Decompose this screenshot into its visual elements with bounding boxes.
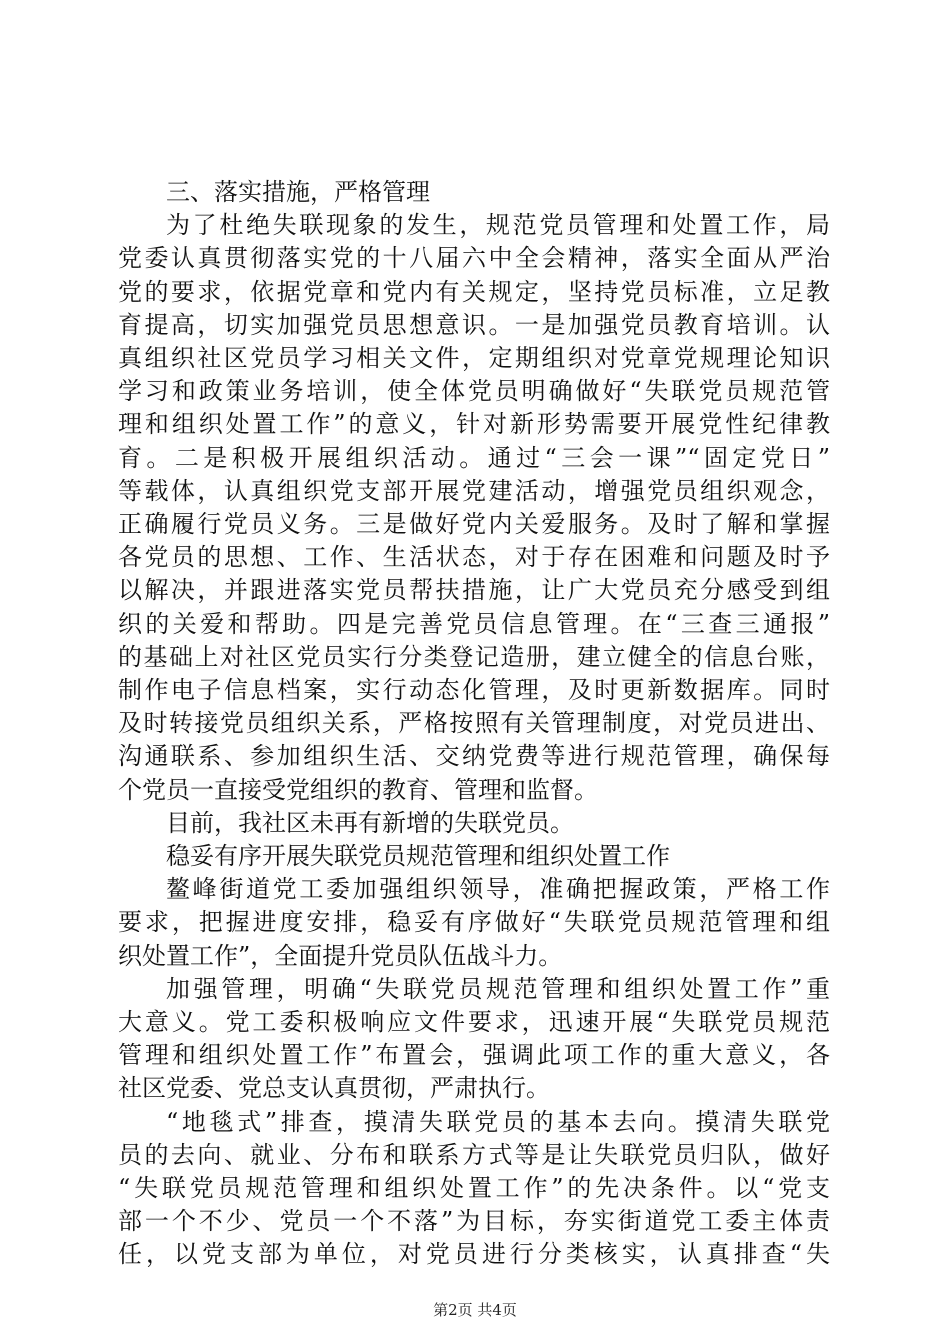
text-line: 理和组织处置工作”的意义，针对新形势需要开展党性纪律教 [118,410,830,438]
text-line: 社区党委、党总支认真贯彻，严肃执行。 [118,1074,550,1102]
text-line: 正确履行党员义务。三是做好党内关爱服务。及时了解和掌握 [118,510,830,538]
text-line: 要求，把握进度安排，稳妥有序做好“失联党员规范管理和组 [118,908,830,936]
text-line: 党的要求，依据党章和党内有关规定，坚持党员标准，立足教 [118,278,830,306]
text-line: “地毯式”排查，摸清失联党员的基本去向。摸清失联党 [166,1108,830,1136]
text-line: 育提高，切实加强党员思想意识。一是加强党员教育培训。认 [118,311,830,339]
text-line: 鳌峰街道党工委加强组织领导，准确把握政策，严格工作 [166,875,830,903]
text-line: 学习和政策业务培训，使全体党员明确做好“失联党员规范管 [118,377,830,405]
text-line: “失联党员规范管理和组织处置工作”的先决条件。以“党支 [118,1174,830,1202]
text-line: 加强管理，明确“失联党员规范管理和组织处置工作”重 [166,975,830,1003]
text-line: 大意义。党工委积极响应文件要求，迅速开展“失联党员规范 [118,1008,830,1036]
text-line: 党委认真贯彻落实党的十八届六中全会精神，落实全面从严治 [118,244,830,272]
text-line: 的基础上对社区党员实行分类登记造册，建立健全的信息台账， [118,643,830,671]
text-line: 以解决，并跟进落实党员帮扶措施，让广大党员充分感受到组 [118,576,830,604]
text-line: 各党员的思想、工作、生活状态，对于存在困难和问题及时予 [118,543,830,571]
text-line: 员的去向、就业、分布和联系方式等是让失联党员归队，做好 [118,1141,830,1169]
text-line: 沟通联系、参加组织生活、交纳党费等进行规范管理，确保每 [118,742,830,770]
text-line: 为了杜绝失联现象的发生，规范党员管理和处置工作，局 [166,211,830,239]
text-line: 真组织社区党员学习相关文件，定期组织对党章党规理论知识 [118,344,830,372]
text-line: 及时转接党员组织关系，严格按照有关管理制度，对党员进出、 [118,709,830,737]
text-line: 等载体，认真组织党支部开展党建活动，增强党员组织观念， [118,477,830,505]
text-line: 任，以党支部为单位，对党员进行分类核实，认真排查“失 [118,1240,830,1268]
page-footer: 第2页 共4页 [433,1301,517,1319]
text-line: 目前，我社区未再有新增的失联党员。 [166,809,574,837]
text-line: 三、落实措施，严格管理 [166,178,430,206]
text-line: 个党员一直接受党组织的教育、管理和监督。 [118,776,598,804]
text-line: 育。二是积极开展组织活动。通过“三会一课”“固定党日” [118,444,830,472]
text-line: 稳妥有序开展失联党员规范管理和组织处置工作 [166,842,670,870]
text-line: 织的关爱和帮助。四是完善党员信息管理。在“三查三通报” [118,610,830,638]
text-line: 管理和组织处置工作”布置会，强调此项工作的重大意义，各 [118,1041,830,1069]
text-line: 部一个不少、党员一个不落”为目标，夯实街道党工委主体责 [118,1207,830,1235]
text-line: 制作电子信息档案，实行动态化管理，及时更新数据库。同时 [118,676,830,704]
text-line: 织处置工作”，全面提升党员队伍战斗力。 [118,942,563,970]
